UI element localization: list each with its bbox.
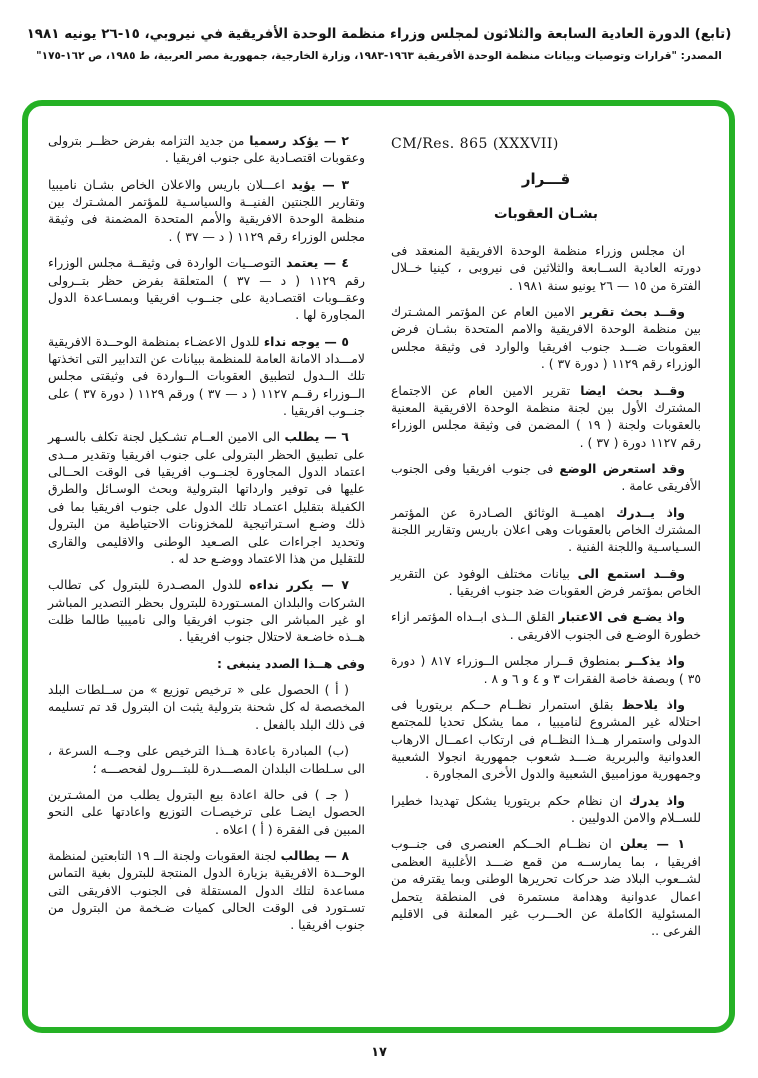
paragraph-lead: ١ — يعلن (619, 836, 686, 852)
green-border-frame (22, 100, 735, 1033)
paragraph-lead: وفى هــذا الصدد ينبغى : (217, 655, 365, 671)
resolution-paragraph: وقــد استمع الى بيانات مختلف الوفود عن التقرير الخاص بمؤتمر فرض العقوبات ضد جنوب افريقيا . (391, 565, 701, 599)
session-title-line: (تابع) الدورة العادية السابعة والثلاثون لمجلس وزراء منظمة الوحدة الأفريقية في نيروبي، ١٥-٢٦ يونيه ١٩٨١ (26, 26, 732, 42)
paragraph-lead: وقد استعرض الوضع (559, 460, 685, 476)
column-right (391, 132, 701, 976)
resolution-paragraph: وقد استعرض الوضع فى جنوب افريقيا وفى الجنوب الأفريقى عامة . (391, 460, 701, 494)
resolution-paragraph: وقــد بحث تقرير الامين العام عن المؤتمر المشـترك بين منظمة الوحدة الافريقية والامم المتحدة بشـان فرض العقوبات ضـــد جنوب افريقيا والوارد فى وثيقة مجلس الوزراء رقم ١١٢٩ ( دورة ٣٧ ) . (391, 304, 701, 372)
resolution-paragraph: واذ يضـع فى الاعتبار القلق الــذى ابــداه المؤتمر ازاء خطورة الوضـع فى الجنوب الافريقى . (391, 609, 701, 642)
resolution-paragraph: واذ يــدرك اهميــة الوثائق الصـادرة عن المؤتمر المشترك الخاص بالعقوبات وهى اعلان باريس وتقارير اللجنة السـياسـية واللجنة الفنية . (391, 504, 701, 555)
paragraph-lead: ٣ — يؤيد (291, 176, 350, 192)
resolution-paragraph: وقــد بحث ايضا تقرير الامين العام عن الاجتماع المشترك الأول بين لجنة منظمة الوحدة الافريقية المعنية بالعقوبات ولجنة ( ١٩ ) المضمن فى وثيقة مجلس الوزراء رقم ١١٢٧ دورة ( ٣٧ ) . (391, 382, 701, 450)
paragraph-lead: وقــد بحث ايضا (580, 382, 686, 398)
two-column-text-area (28, 106, 729, 986)
resolution-paragraph (48, 655, 365, 672)
paragraph-lead: واذ يذكــر (625, 653, 685, 669)
page-header (0, 24, 758, 62)
page-number: ١٧ (371, 1045, 387, 1060)
paragraph-lead: وقــد بحث تقرير (580, 304, 685, 320)
resolution-paragraph: (ب) المبادرة باعادة هــذا الترخيص على وجــه السرعة ، الى سـلطات البلدان المصـــدرة للبتـــرول لفحصـــه ؛ (48, 743, 365, 776)
resolution-reference: CM/Res. 865 (XXXVII) (391, 136, 559, 152)
paragraph-lead: واذ يدرك (629, 792, 685, 808)
source-citation-line: المصدر: "قرارات وتوصيات وبيانات منظمة الوحدة الأفريقية ١٩٦٣-١٩٨٣، وزارة الخارجية، جمهورية مصر العربية، ط ١٩٨٥، ص ١٦٢-١٧٥" (36, 50, 722, 63)
resolution-paragraph: ٢ — يؤكد رسميا من جديد التزامه بفرض حظــر بترولى وعقوبات اقتصـادية على جنوب افريقيا . (48, 133, 365, 166)
left-column-paragraphs (48, 132, 365, 934)
paragraph-lead: ٧ — يكرر نداءه (249, 577, 349, 593)
paragraph-lead: ٤ — يعتمد (286, 255, 349, 271)
resolution-paragraph: ٧ — يكرر نداءه للدول المصـدرة للبترول كى تطالب الشركات والبلدان المسـتوردة للبترول بحظر التصدير المباشر او غير المباشر الى جنوب افريقيا والى ناميبيا طالما ظلت هــذه خاضـعة لاحتلال جنوب افريقيا . (48, 577, 365, 645)
resolution-paragraph: ان مجلس وزراء منظمة الوحدة الافريقية المنعقد فى دورته العادية الســابعة والثلاثين فى نيروبى ، كينيا خــلال الفترة من ١٥ — ٢٦ يونيو سنة ١٩٨١ . (391, 243, 701, 293)
paragraph-lead: ٥ — يوجه نداء (263, 333, 349, 349)
paragraph-lead: واذ يــدرك (616, 504, 685, 520)
paragraph-lead: واذ يضـع فى الاعتبار (558, 609, 685, 625)
resolution-paragraph: ٦ — يطلب الى الامين العــام تشـكيل لجنة تكلف بالسـهر على تطبيق الحظر البترولى على جنوب افريقيا وتقدير مــدى اعتماد الدول المجاورة لجنــوب افريقيا فى الوقت الحــالى عليها فى توفير وارداتها البترولية وبحث الوسـائل والطرق الكفيلة بتقليل اعتمـاد تلك الدول على جنوب افريقيا بما فى ذلك وضـع اسـتراتيجية للمخزونات الاحتياطية من البترول وتحديد اجراءات على الصـعيد الوطنى والاقليمى والقارى للتقليل من هذا الاعتماد ووضـع حد له . (48, 429, 365, 566)
paragraph-lead: ٦ — يطلب (284, 429, 349, 445)
resolution-paragraph: ١ — يعلن ان نظــام الحــكم العنصرى فى جنــوب افريقيا ، بما يمارســه من قمع ضـــد الأغلبية العظمى لشــعوب البلاد ضد حركات تحريرها الوطنى وبما يقترفه من اعمال عدوانية وهدامة مستمرة فى المنطقة يتحمل المسئولية الكاملة عن الحـــرب غير المعلنة فى الاقليم الفرعى .. (391, 836, 701, 939)
resolution-paragraph: ٨ — يطالب لجنة العقوبات ولجنة الــ ١٩ التابعتين لمنظمة الوحــدة الافريقية بزيارة الدول المنتجة للبترول بغية التماس مساعدة لتلك الدول المستقلة فى الجنوب الافريقى التى تسـتورد فى الوقت الحالى كميات ضـخمة من البترول من جنوب افريقيا . (48, 847, 365, 933)
resolution-paragraph: ( أ ) الحصول على « ترخيص توزيع » من ســلطات البلد المخصصة له كل شحنة بترولية يثبت ان البترول قد تم تسليمه فى ذلك البلد بالفعل . (48, 682, 365, 732)
resolution-paragraph: واذ يذكــر بمنطوق قــرار مجلس الــوزراء ٨١٧ ( دورة ٣٥ ) وبصفة خاصة الفقرات ٣ و ٤ و ٦ و ٨ . (391, 653, 701, 686)
resolution-paragraph: ٣ — يؤيد اعـــلان باريس والاعلان الخاص بشـان ناميبيا وتقارير اللجنتين الفنيــة والسياسـية للمؤتمر المشـترك بين منظمة الوحدة الافريقية والأمم المتحدة المضمنة فى وثيقة مجلس الوزراء رقم ١١٢٩ ( د — ٣٧ ) . (48, 176, 365, 244)
resolution-subject: بشـان العقوبات (494, 206, 598, 222)
right-column-paragraphs (391, 242, 701, 940)
paragraph-lead: ٢ — يؤكد رسميا (249, 133, 349, 148)
resolution-paragraph: واذ يلاحظ بقلق استمرار نظــام حــكم بريتوريا فى احتلاله غير المشروع لناميبيا ، مما يشكل تحديا للمجتمع الدولى واستمرار هــذا النظــام فى ارتكاب اعمــال الارهاب العدوانية والبربرية ضـــد شعوب جمهورية انجولا الشعبية وجمهورية موزامبيق الشعبية والدول الأخرى المجاورة . (391, 696, 701, 782)
resolution-paragraph: ٤ — يعتمد التوصــيات الواردة فى وثيقــة مجلس الوزراء رقم ١١٢٩ ( د — ٣٧ ) المتعلقة بفرض حظر بتــرولى وعقــوبات اقتصـادية على جنــوب افريقيا وبمسـاعدة الدول المجاورة لها . (48, 255, 366, 323)
column-left (48, 132, 365, 976)
resolution-paragraph: ( جـ ) فى حالة اعادة بيع البترول يطلب من المشـترين الحصول ايضـا على ترخيصـات التوزيع واعادتها على النحو المبين فى الفقرة ( أ ) اعلاه . (48, 786, 365, 837)
resolution-title: قـــرار (521, 170, 571, 188)
paragraph-lead: وقــد استمع الى (577, 565, 685, 581)
paragraph-lead: واذ يلاحظ (621, 696, 685, 712)
paragraph-lead: ٨ — يطالب (280, 847, 350, 863)
resolution-paragraph: ٥ — يوجه نداء للدول الاعضـاء بمنظمة الوحــدة الافريقية لامـــداد الامانة العامة للمنظمة ببيانات عن التدابير التى اتخذتها تلك الــدول لتطبيق العقوبات الــواردة فى وثيقتى مجلس الــوزراء رقــم ١١٢٧ ( د — ٣٧ ) ورقم ١١٢٩ ( دورة ٣٧ ) على جنــوب افريقيا . (48, 333, 365, 419)
resolution-paragraph: واذ يدرك ان نظام حكم بريتوريا يشكل تهديدا خطيرا للســلام والامن الدوليين . (391, 792, 701, 826)
